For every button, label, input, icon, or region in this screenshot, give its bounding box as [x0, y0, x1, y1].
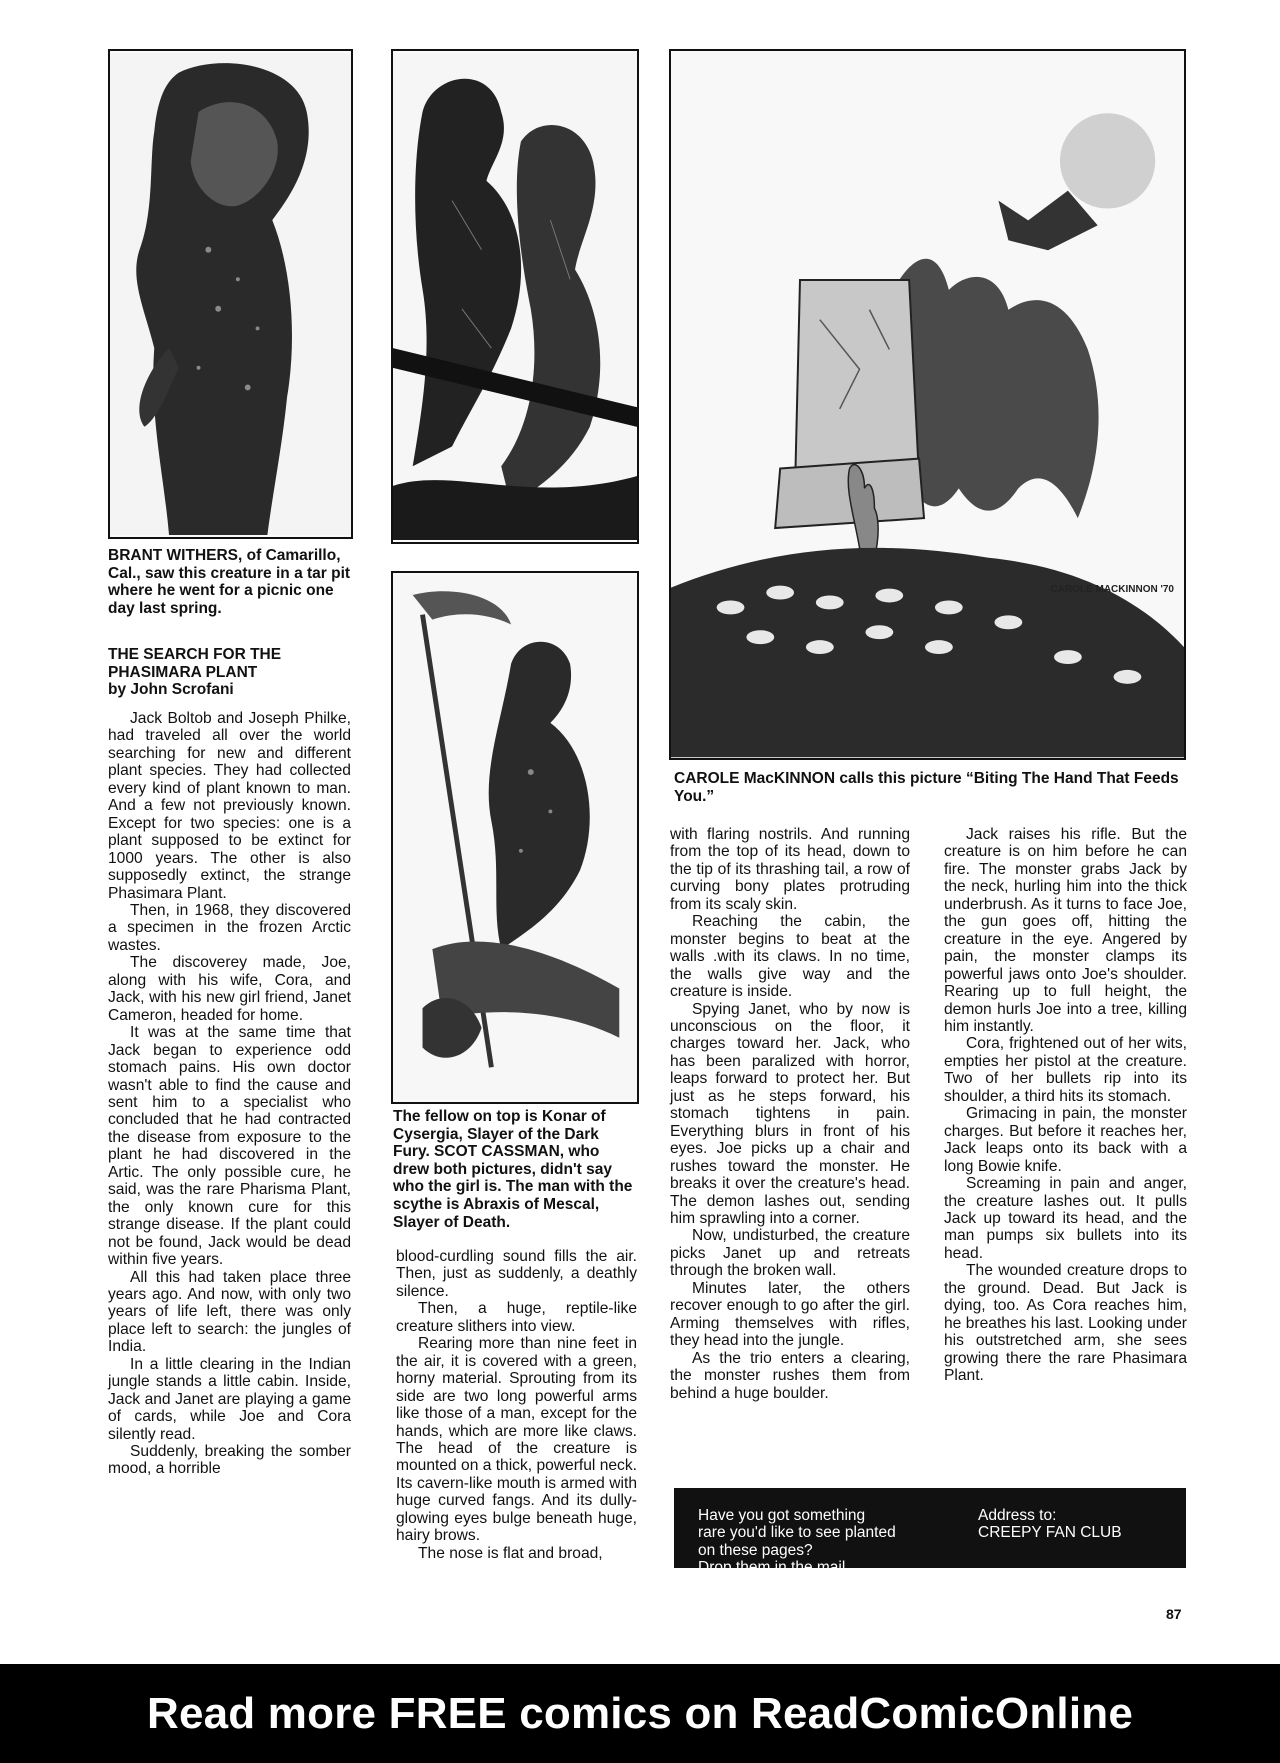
paragraph: Now, undisturbed, the creature picks Janet up and retreats through the broken wall. [670, 1227, 910, 1280]
paragraph: blood-curdling sound fills the air. Then, just as suddenly, a deathly silence. [396, 1248, 637, 1300]
illustration-barbarians [391, 49, 639, 544]
scythe-man-art [393, 573, 637, 1102]
paragraph: Screaming in pain and anger, the creature lashes out. It pulls Jack up toward its head, and the man pumps six bullets into its head. [944, 1175, 1187, 1262]
paragraph: Suddenly, breaking the somber mood, a horrible [108, 1443, 351, 1478]
tar-creature-art [110, 51, 351, 537]
fan-club-prompt [698, 1507, 953, 1577]
promo-banner-text[interactable]: Read more FREE comics on ReadComicOnline [146, 1688, 1133, 1738]
paragraph: It was at the same time that Jack began to experience odd stomach pains. His own doctor wasn't able to find the cause and sent him to a specialist who concluded that he had contracted the disease from exposure to the plant he had discovered in the Artic. The only possible cure, he said, was the rare Pharisma Plant, the only known cure for this strange disease. If the plant could not be found, Jack would be dead within five years. [108, 1024, 351, 1269]
fan-club-prompt-line: on these pages? [698, 1541, 813, 1559]
paragraph: Spying Janet, who by now is unconscious on the floor, it charges toward her. Jack, who has been paralized with horror, leaps forward to protect her. But just as he steps forward, his stomach tightens in pain. Everything blurs in front of his eyes. Joe picks up a chair and rushes toward the monster. He breaks it over the creature's head. The demon lashes out, sending him sprawling into a corner. [670, 1000, 910, 1227]
biting-hand-art [671, 51, 1184, 758]
paragraph: with flaring nostrils. And running from the top of its head, down to the tip of its thrashing tail, a row of curving bony plates protruding from its scaly skin. [670, 826, 910, 913]
paragraph: The wounded creature drops to the ground. Dead. But Jack is dying, too. As Cora reaches him, he breathes his last. Looking under his outstretched arm, she sees growing there the rare Phasimara Plant. [944, 1262, 1187, 1385]
paragraph: As the trio enters a clearing, the monster rushes them from behind a huge boulder. [670, 1349, 910, 1402]
promo-banner[interactable] [0, 1664, 1280, 1763]
paragraph: Reaching the cabin, the monster begins to beat at the walls .with its claws. In no time, the walls give way and the creature is inside. [670, 913, 910, 1001]
story-column-3 [670, 826, 910, 1402]
story-title [108, 646, 353, 699]
paragraph: Minutes later, the others recover enough to go after the girl. Arming themselves with rifles, they head into the jungle. [670, 1279, 910, 1350]
barbarians-art [393, 51, 637, 542]
fan-club-prompt-line: Have you got something [698, 1507, 866, 1524]
paragraph: In a little clearing in the Indian jungle stands a little cabin. Inside, Jack and Janet are playing a game of cards, while Joe and Cora silently read. [108, 1355, 351, 1443]
paragraph: Cora, frightened out of her wits, empties her pistol at the creature. Two of her bullets rip into its shoulder, a third hits its stomach. [944, 1035, 1187, 1105]
story-column-1 [108, 710, 351, 1478]
paragraph: The discoverey made, Joe, along with his wife, Cora, and Jack, with his new girl friend, Janet Cameron, headed for home. [108, 954, 351, 1024]
fan-club-prompt-line: Drop them in the mail. [698, 1559, 850, 1577]
paragraph: Then, in 1968, they discovered a specimen in the frozen Arctic wastes. [108, 901, 351, 954]
fan-club-prompt-line: rare you'd like to see planted [698, 1524, 896, 1542]
illustration-tar-creature [108, 49, 353, 539]
story-title-line1: THE SEARCH FOR THE [108, 646, 282, 663]
paragraph: Grimacing in pain, the monster charges. But before it reaches her, Jack leaps onto its back with a long Bowie knife. [944, 1105, 1187, 1175]
story-title-line2: PHASIMARA PLANT [108, 663, 258, 681]
fan-club-address-line: Address to: [978, 1507, 1057, 1524]
fan-club-address-line: CREEPY FAN CLUB [978, 1524, 1122, 1542]
caption-konar: The fellow on top is Konar of Cysergia, Slayer of the Dark Fury. SCOT CASSMAN, who drew both pictures, didn't say who the girl is. The man with the scythe is Abraxis of Mescal, Slayer of Death. [393, 1108, 633, 1231]
story-column-2 [396, 1248, 637, 1562]
story-column-4 [944, 826, 1187, 1385]
caption-carole-mackinnon: CAROLE MacKINNON calls this picture “Biting The Hand That Feeds You.” [674, 770, 1179, 805]
paragraph: Jack Boltob and Joseph Philke, had traveled all over the world searching for new and different plant species. They had collected every kind of plant known to man. And a few not previously known. Except for two species: one is a plant supposed to be extinct for 1000 years. The other is also supposedly extinct, the strange Phasimara Plant. [108, 710, 351, 902]
illustration-scythe-man [391, 571, 639, 1104]
fan-club-box [674, 1488, 1186, 1577]
fan-club-address [978, 1507, 1178, 1542]
paragraph: Then, a huge, reptile-like creature slithers into view. [396, 1300, 637, 1335]
paragraph: All this had taken place three years ago. And now, with only two years of life left, there was only place left to search: the jungles of India. [108, 1268, 351, 1356]
paragraph: Jack raises his rifle. But the creature is on him before he can fire. The monster grabs Jack by the neck, hurling him into the thick underbrush. As it turns to face Joe, the gun goes off, hitting the creature in the eye. Angered by pain, the monster clamps its powerful jaws onto Joe's shoulder. Rearing up to full height, the demon hurls Joe into a tree, killing him instantly. [944, 826, 1187, 1035]
story-byline: by John Scrofani [108, 681, 234, 698]
paragraph: The nose is flat and broad, [418, 1544, 603, 1562]
illustration-biting-the-hand [669, 49, 1186, 760]
caption-brant-withers: BRANT WITHERS, of Camarillo, Cal., saw this creature in a tar pit where he went for a picnic one day last spring. [108, 547, 351, 617]
page-number: 87 [1166, 1606, 1182, 1622]
paragraph: Rearing more than nine feet in the air, it is covered with a green, horny material. Sprouting from its side are two long powerful arms like those of a man, except for the hands, which are more like claws. The head of the creature is mounted on a thick, powerful neck. Its cavern-like mouth is armed with huge curved fangs. And its dully-glowing eyes bulge beneath huge, hairy brows. [396, 1335, 637, 1545]
artist-signature: CAROLE MACKINNON '70 [1050, 584, 1174, 595]
